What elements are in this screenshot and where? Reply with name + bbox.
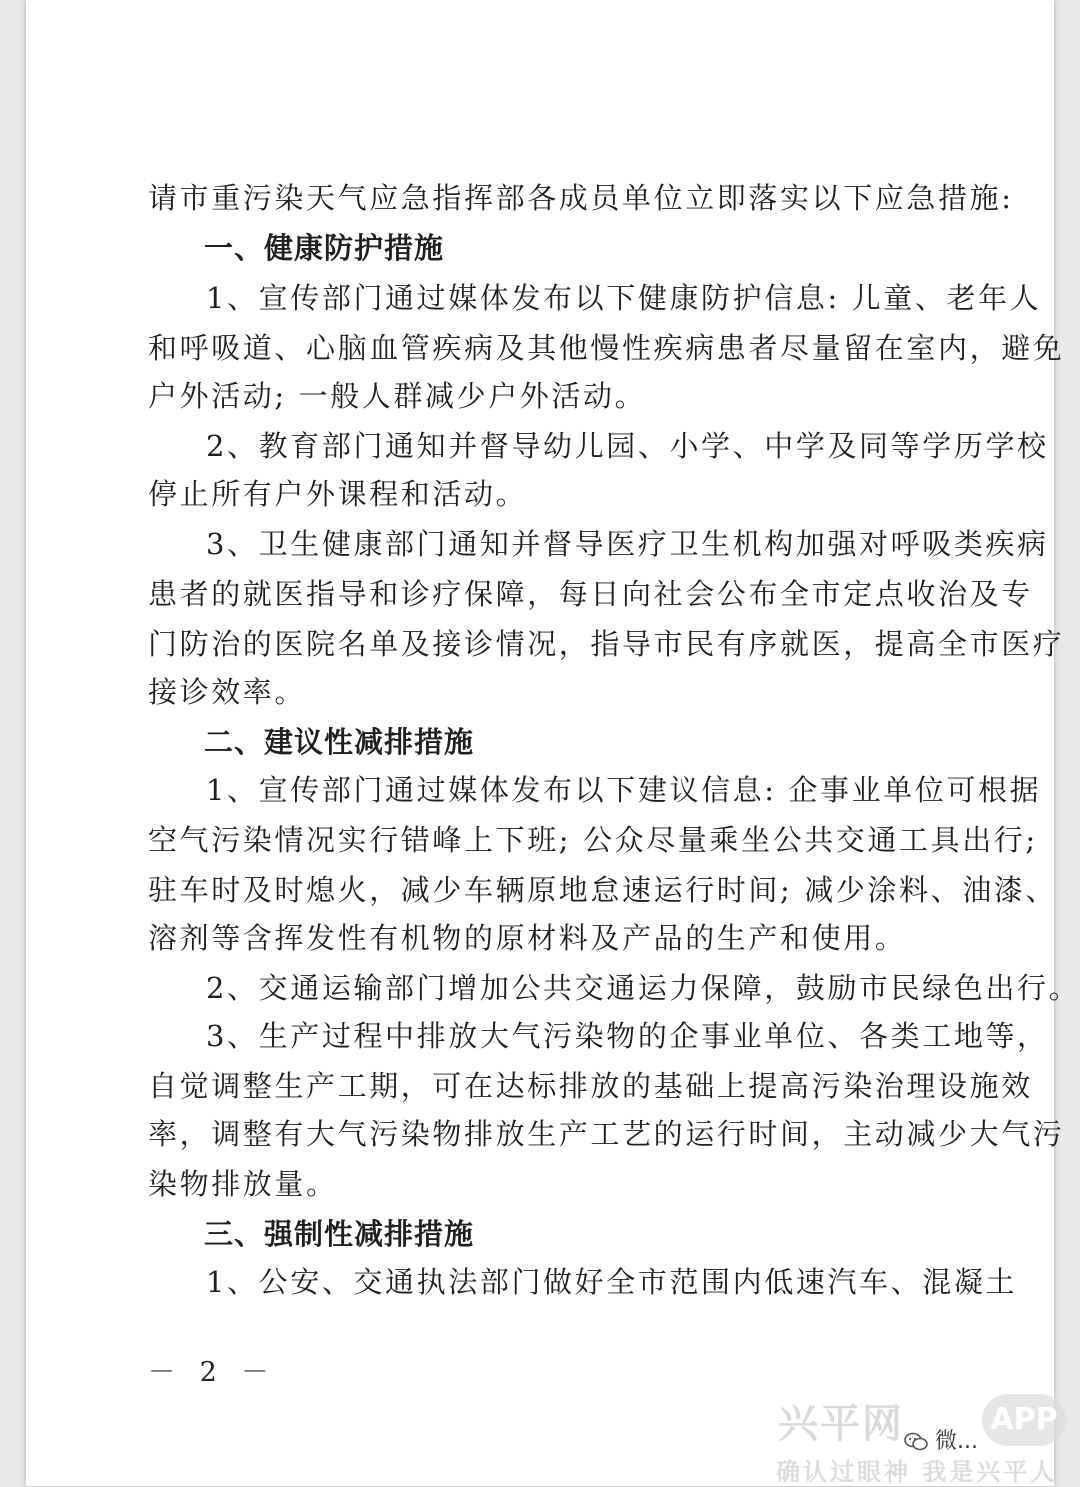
watermark-slogan: 确认过眼神 我是兴平人 — [776, 1458, 1058, 1486]
site-watermark — [770, 1392, 1070, 1486]
body-line: 染物排放量。 — [148, 1167, 338, 1201]
section-heading-3: 三、强制性减排措施 — [204, 1217, 475, 1251]
body-line: 驻车时及时熄火，减少车辆原地怠速运行时间; 减少涂料、油漆、 — [148, 873, 1057, 907]
body-line: 自觉调整生产工期，可在达标排放的基础上提高污染治理设施效 — [148, 1069, 1033, 1103]
section-heading-1: 一、健康防护措施 — [204, 231, 445, 265]
body-line: 门防治的医院名单及接诊情况，指导市民有序就医，提高全市医疗 — [148, 627, 1065, 661]
body-line: 1、公安、交通执法部门做好全市范围内低速汽车、混凝土 — [206, 1265, 1018, 1299]
body-line: 停止所有户外课程和活动。 — [148, 477, 528, 511]
wechat-credit — [904, 1424, 1024, 1454]
body-line: 1、宣传部门通过媒体发布以下建议信息: 企事业单位可根据 — [206, 773, 1042, 807]
body-line: 患者的就医指导和诊疗保障，每日向社会公布全市定点收治及专 — [148, 577, 1033, 611]
body-line: 户外活动; 一般人群减少户外活动。 — [148, 379, 647, 413]
body-line: 空气污染情况实行错峰上下班; 公众尽量乘坐公共交通工具出行; — [148, 823, 1038, 857]
body-line: 1、宣传部门通过媒体发布以下健康防护信息: 儿童、老年人 — [206, 281, 1042, 315]
page-number: － 2 － — [148, 1357, 277, 1388]
body-line: 请市重污染天气应急指挥部各成员单位立即落实以下应急措施: — [148, 181, 1014, 215]
body-line: 接诊效率。 — [148, 675, 307, 709]
body-line: 溶剂等含挥发性有机物的原材料及产品的生产和使用。 — [148, 921, 907, 955]
body-line: 2、交通运输部门增加公共交通运力保障，鼓励市民绿色出行。 — [206, 971, 1080, 1005]
app-badge: APP — [982, 1394, 1066, 1446]
watermark-brand: 兴平网 — [778, 1400, 904, 1447]
body-line: 2、教育部门通知并督导幼儿园、小学、中学及同等学历学校 — [206, 429, 1049, 463]
body-line: 3、卫生健康部门通知并督导医疗卫生机构加强对呼吸类疾病 — [206, 527, 1049, 561]
body-line: 和呼吸道、心脑血管疾病及其他慢性疾病患者尽量留在室内，避免 — [148, 331, 1065, 365]
section-heading-2: 二、建议性减排措施 — [204, 725, 475, 759]
body-line: 3、生产过程中排放大气污染物的企事业单位、各类工地等， — [206, 1019, 1049, 1053]
document-page — [26, 0, 1080, 1486]
wechat-credit-label: 微... — [935, 1429, 978, 1454]
wechat-icon — [904, 1432, 928, 1452]
body-line: 率，调整有大气污染物排放生产工艺的运行时间，主动减少大气污 — [148, 1117, 1065, 1151]
